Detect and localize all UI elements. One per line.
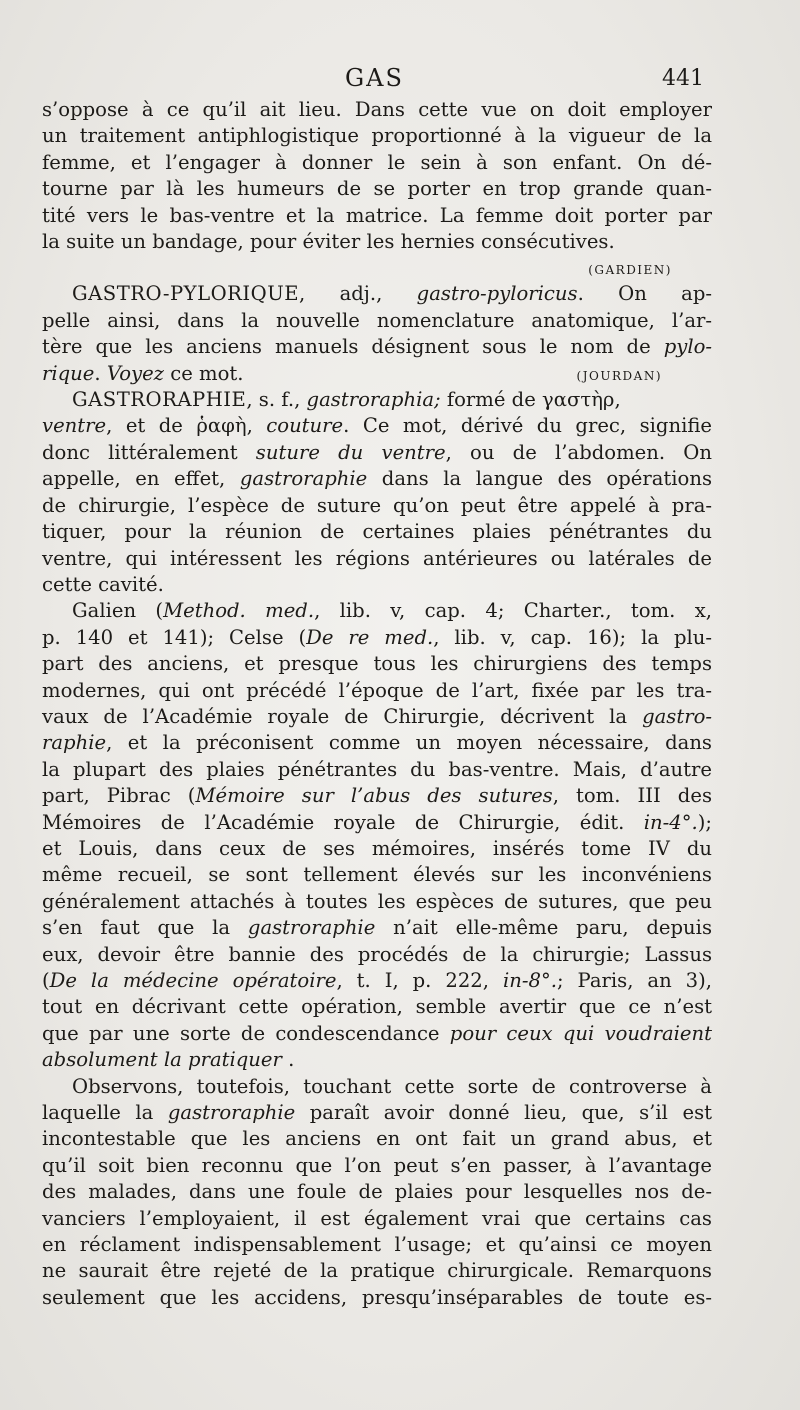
text-run: paraît avoir donné lieu, que, s’il est — [295, 1101, 712, 1125]
italic-run: couture — [266, 414, 344, 438]
text-run: p. 140 et 141); Celse ( — [42, 625, 307, 649]
text-run: . Ce mot, dérivé du grec, signifie — [343, 414, 713, 438]
text-run: Mémoires de l’Académie royale de Chirurgie, édit. — [42, 810, 644, 834]
latin-term: gastro-pyloricus — [416, 282, 578, 306]
text-line: et Louis, dans ceux de ses mémoires, insérés tome IV du — [42, 836, 712, 860]
text-line — [42, 598, 712, 624]
text-run: , tom. III des — [552, 784, 712, 808]
text-line: cette cavité. — [42, 572, 164, 596]
cross-reference: Voyez — [106, 361, 164, 385]
text-run: tère que les anciens manuels désignent sous le nom de — [42, 335, 664, 359]
text-run: , t. I, p. 222, — [336, 969, 503, 992]
text-line — [42, 915, 712, 941]
text-run: , adj., — [299, 282, 417, 306]
italic-run: in-4°. — [643, 810, 698, 834]
italic-run: gastroraphie — [247, 916, 376, 940]
text-line — [42, 413, 712, 439]
entry-headword: GASTRORAPHIE — [72, 388, 247, 412]
text-line — [42, 334, 712, 360]
text-run: . — [281, 1048, 295, 1072]
italic-run: Mémoire sur l’abus des sutures — [195, 784, 553, 808]
entry-headword: GASTRO-PYLORIQUE — [72, 282, 300, 306]
text-line: de chirurgie, l’espèce de suture qu’on peut être appelé à pra- — [42, 493, 712, 517]
text-line: la suite un bandage, pour éviter les hernies consécutives. — [42, 230, 615, 254]
text-line — [42, 440, 712, 466]
text-run: appelle, en effet, — [42, 467, 240, 491]
text-run: donc littéralement — [42, 440, 256, 464]
text-run: , ou de l’abdomen. On — [445, 440, 712, 464]
italic-run: Method. med. — [163, 599, 315, 623]
italic-run: absolument la pratiquer — [42, 1048, 282, 1072]
text-run: . — [94, 361, 107, 385]
text-line — [42, 1047, 712, 1073]
entry-line — [42, 281, 712, 307]
text-line: modernes, qui ont précédé l’époque de l’art, fixée par les tra- — [42, 678, 712, 702]
text-line: un traitement antiphlogistique proportionné à la vigueur de la — [42, 124, 712, 148]
text-line: incontestable que les anciens en ont fait un grand abus, et — [42, 1127, 712, 1151]
italic-run: ventre — [42, 414, 107, 438]
text-line: en réclament indispensablement l’usage; et qu’ainsi ce moyen — [42, 1233, 712, 1257]
text-line — [42, 783, 712, 809]
text-run: formé de γαστὴρ, — [440, 388, 621, 412]
text-line: tiquer, pour la réunion de certaines plaies pénétrantes du — [42, 520, 712, 544]
italic-run: gastro- — [642, 704, 712, 728]
entry-line — [42, 387, 712, 413]
italic-run: gastroraphie — [239, 467, 368, 491]
italic-run: suture du ventre — [255, 440, 446, 464]
text-line: vanciers l’employaient, il est également vrai que certains cas — [42, 1206, 712, 1230]
text-line: pelle ainsi, dans la nouvelle nomenclature anatomique, l’ar- — [42, 308, 712, 332]
text-line — [42, 1100, 712, 1126]
page-number: 441 — [662, 66, 704, 91]
text-run: ce mot. — [164, 361, 244, 385]
text-run: , s. f., — [246, 388, 307, 412]
text-run: ); — [697, 810, 712, 834]
text-line: seulement que les accidens, presqu’inséparables de toute es- — [42, 1285, 712, 1309]
text-line: eux, devoir être bannie des procédés de la chirurgie; Lassus — [42, 942, 712, 966]
text-line: ventre, qui intéressent les régions antérieures ou latérales de — [42, 546, 712, 570]
text-line — [42, 968, 712, 994]
text-line: des malades, dans une foule de plaies pour lesquelles nos de- — [42, 1180, 712, 1204]
author-signature: (JOURDAN) — [576, 368, 662, 383]
italic-run: in-8°. — [502, 969, 557, 992]
text-line: Observons, toutefois, touchant cette sorte de controverse à — [72, 1074, 712, 1098]
text-line: généralement attachés à toutes les espèces de sutures, que peu — [42, 889, 712, 913]
running-title: GAS — [345, 64, 404, 92]
italic-run: De la médecine opératoire — [49, 969, 337, 992]
text-line: tout en décrivant cette opération, semble avertir que ce n’est — [42, 995, 712, 1019]
text-run: que par une sorte de condescendance — [42, 1021, 450, 1045]
text-line — [42, 466, 712, 492]
text-run: laquelle la — [42, 1101, 168, 1125]
text-line: qu’il soit bien reconnu que l’on peut s’en passer, à l’avantage — [42, 1153, 712, 1177]
text-run: part, Pibrac ( — [42, 784, 196, 808]
text-line — [42, 730, 712, 756]
text-line: tité vers le bas-ventre et la matrice. La femme doit porter par — [42, 203, 712, 227]
text-run: vaux de l’Académie royale de Chirurgie, décrivent la — [42, 704, 643, 728]
text-run: ; Paris, an 3), — [556, 969, 712, 992]
text-run: ( — [42, 969, 50, 992]
text-line — [42, 704, 712, 730]
text-line: tourne par là les humeurs de se porter en trop grande quan- — [42, 177, 712, 201]
text-line: ne saurait être rejeté de la pratique chirurgicale. Remarquons — [42, 1259, 712, 1283]
text-line — [42, 361, 712, 387]
text-line: part des anciens, et presque tous les chirurgiens des temps — [42, 652, 712, 676]
text-line: la plupart des plaies pénétrantes du bas-ventre. Mais, d’autre — [42, 757, 712, 781]
text-line: femme, et l’engager à donner le sein à son enfant. On dé- — [42, 150, 712, 174]
text-run: , et la préconisent comme un moyen nécessaire, dans — [106, 731, 712, 755]
text-run: s’en faut que la — [42, 916, 248, 940]
italic-run: pour ceux qui voudraient — [449, 1021, 712, 1045]
author-signature: (GARDIEN) — [588, 263, 672, 278]
text-line: même recueil, se sont tellement élevés sur les inconvéniens — [42, 863, 712, 887]
text-run: Galien ( — [72, 599, 164, 623]
text-run: , lib. v, cap. 4; Charter., tom. x, — [314, 599, 712, 623]
latin-term: gastroraphia; — [306, 388, 441, 412]
text-line — [42, 625, 712, 651]
italic-run: gastroraphie — [167, 1101, 296, 1125]
text-run: dans la langue des opérations — [367, 467, 712, 491]
italic-run: rique — [42, 361, 95, 385]
text-run: n’ait elle-même paru, depuis — [375, 916, 712, 940]
page-header — [0, 60, 800, 100]
body-text — [42, 97, 712, 1311]
text-run: , et de ῥαφὴ, — [106, 414, 267, 438]
text-line: s’oppose à ce qu’il ait lieu. Dans cette vue on doit employer — [42, 98, 712, 121]
italic-run: pylo- — [663, 335, 712, 359]
text-line — [42, 1021, 712, 1047]
text-run: . On ap- — [577, 282, 712, 306]
italic-run: raphie — [42, 731, 107, 755]
text-line — [42, 810, 712, 836]
italic-run: De re med. — [306, 625, 434, 649]
text-run: , lib. v, cap. 16); la plu- — [433, 625, 713, 649]
